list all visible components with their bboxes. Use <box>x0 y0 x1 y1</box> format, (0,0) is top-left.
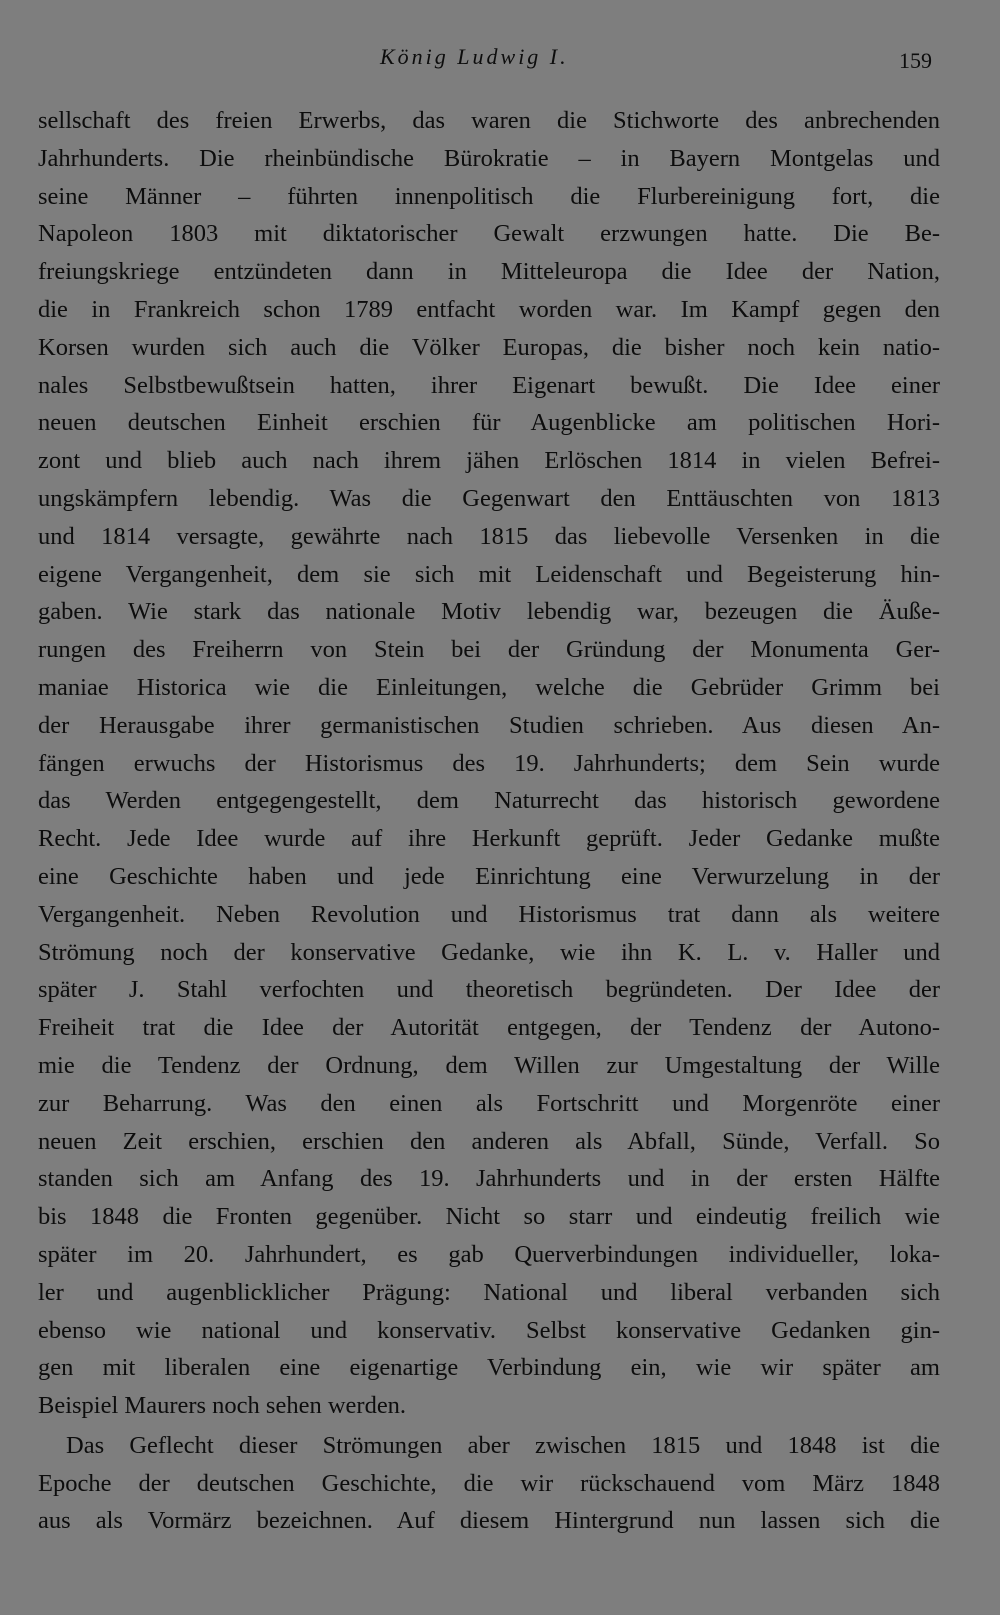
text-line: maniae Historica wie die Einleitungen, welche die Gebrüder Grimm bei <box>38 673 940 701</box>
text-line: standen sich am Anfang des 19. Jahrhunderts und in der ersten Hälfte <box>38 1165 940 1193</box>
text-line: neuen Zeit erschien, erschien den anderen als Abfall, Sünde, Verfall. So <box>38 1127 940 1155</box>
text-line: rungen des Freiherrn von Stein bei der Gründung der Monumenta Ger- <box>38 636 940 664</box>
paragraph <box>38 102 940 1425</box>
body-text <box>38 102 940 1540</box>
text-line: ler und augenblicklicher Prägung: National und liberal verbanden sich <box>38 1278 940 1306</box>
text-line: freiungskriege entzündeten dann in Mitteleuropa die Idee der Nation, <box>38 258 940 286</box>
text-line: sellschaft des freien Erwerbs, das waren die Stichworte des anbrechenden <box>38 107 940 134</box>
text-line: später J. Stahl verfochten und theoretisch begründeten. Der Idee der <box>38 976 940 1004</box>
text-line: Korsen wurden sich auch die Völker Europas, die bisher noch kein natio- <box>38 333 940 361</box>
paragraph <box>38 1427 940 1540</box>
text-line: das Werden entgegengestellt, dem Naturrecht das historisch gewordene <box>38 787 940 815</box>
text-line: neuen deutschen Einheit erschien für Augenblicke am politischen Hori- <box>38 409 940 437</box>
text-line: die in Frankreich schon 1789 entfacht worden war. Im Kampf gegen den <box>38 295 940 323</box>
text-line: fängen erwuchs der Historismus des 19. Jahrhunderts; dem Sein wurde <box>38 749 940 777</box>
text-line: aus als Vormärz bezeichnen. Auf diesem Hintergrund nun lassen sich die <box>38 1507 940 1535</box>
text-line: Vergangenheit. Neben Revolution und Historismus trat dann als weitere <box>38 900 940 928</box>
text-line: Epoche der deutschen Geschichte, die wir rückschauend vom März 1848 <box>38 1469 940 1497</box>
text-line: später im 20. Jahrhundert, es gab Querverbindungen individueller, loka- <box>38 1240 940 1268</box>
text-line: Jahrhunderts. Die rheinbündische Bürokratie – in Bayern Montgelas und <box>38 144 940 172</box>
text-line: Das Geflecht dieser Strömungen aber zwischen 1815 und 1848 ist die <box>66 1431 940 1459</box>
text-line: gaben. Wie stark das nationale Motiv lebendig war, bezeugen die Äuße- <box>38 598 940 626</box>
text-line: nales Selbstbewußtsein hatten, ihrer Eigenart bewußt. Die Idee einer <box>38 371 940 399</box>
text-line: mie die Tendenz der Ordnung, dem Willen zur Umgestaltung der Wille <box>38 1051 940 1079</box>
text-line: Freiheit trat die Idee der Autorität entgegen, der Tendenz der Autono- <box>38 1014 940 1042</box>
page-number: 159 <box>899 48 932 73</box>
text-line: seine Männer – führten innenpolitisch die Flurbereinigung fort, die <box>38 182 940 210</box>
text-line: und 1814 versagte, gewährte nach 1815 das liebevolle Versenken in die <box>38 522 940 550</box>
text-line: zont und blieb auch nach ihrem jähen Erlöschen 1814 in vielen Befrei- <box>38 447 940 475</box>
running-title: König Ludwig I. <box>380 44 569 69</box>
text-line: Beispiel Maurers noch sehen werden. <box>38 1392 407 1420</box>
text-line: der Herausgabe ihrer germanistischen Studien schrieben. Aus diesen An- <box>38 711 940 739</box>
text-line: Strömung noch der konservative Gedanke, wie ihn K. L. v. Haller und <box>38 938 940 966</box>
text-line: ungskämpfern lebendig. Was die Gegenwart den Enttäuschten von 1813 <box>38 484 940 512</box>
text-line: Recht. Jede Idee wurde auf ihre Herkunft geprüft. Jeder Gedanke mußte <box>38 825 940 853</box>
text-line: eigene Vergangenheit, dem sie sich mit Leidenschaft und Begeisterung hin- <box>38 560 940 588</box>
text-line: gen mit liberalen eine eigenartige Verbindung ein, wie wir später am <box>38 1354 940 1382</box>
text-line: ebenso wie national und konservativ. Selbst konservative Gedanken gin- <box>38 1316 940 1344</box>
text-line: Napoleon 1803 mit diktatorischer Gewalt erzwungen hatte. Die Be- <box>38 220 940 248</box>
text-line: bis 1848 die Fronten gegenüber. Nicht so starr und eindeutig freilich wie <box>38 1203 940 1231</box>
text-line: zur Beharrung. Was den einen als Fortschritt und Morgenröte einer <box>38 1089 940 1117</box>
text-line: eine Geschichte haben und jede Einrichtung eine Verwurzelung in der <box>38 862 940 890</box>
